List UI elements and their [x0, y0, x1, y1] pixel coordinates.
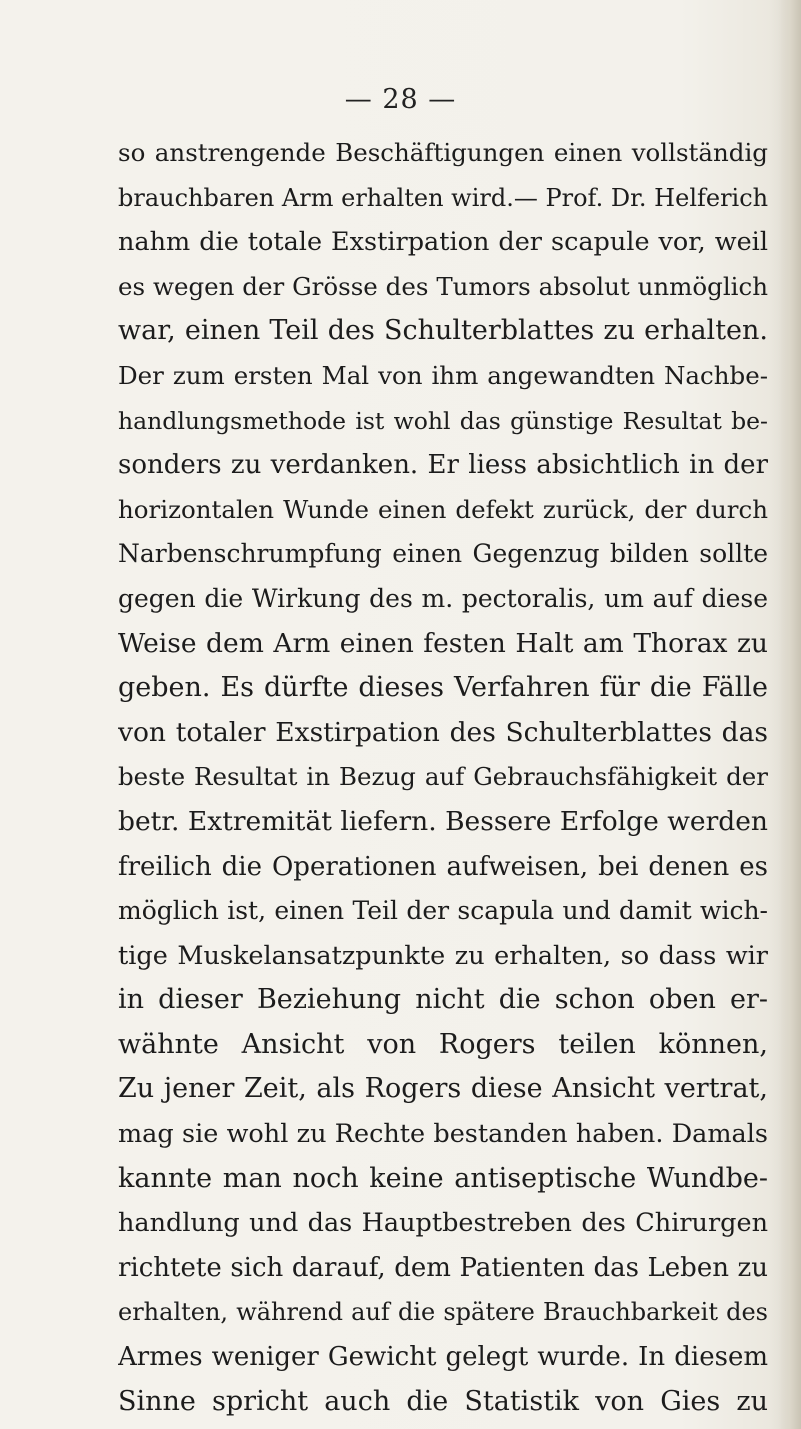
text-line: Narbenschrumpfung einen Gegenzug bilden sollte: [118, 539, 768, 569]
text-line: kannte man noch keine antiseptische Wundbe-: [118, 1162, 768, 1194]
text-line: nahm die totale Exstirpation der scapule vor, weil: [118, 227, 768, 258]
text-line: Der zum ersten Mal von ihm angewandten Nachbe-: [118, 360, 768, 390]
text-line: Weise dem Arm einen festen Halt am Thorax zu: [118, 627, 768, 659]
text-line: richtete sich darauf, dem Patienten das Leben zu: [118, 1252, 768, 1283]
text-line: gegen die Wirkung des m. pectoralis, um auf diese: [118, 583, 768, 613]
text-line: mag sie wohl zu Rechte bestanden haben. Damals: [118, 1119, 768, 1150]
text-line: so anstrengende Beschäftigungen einen vollständig: [118, 138, 768, 167]
page-edge-shadow: [779, 0, 801, 1429]
text-line: es wegen der Grösse des Tumors absolut unmöglich: [118, 271, 768, 301]
text-line: geben. Es dürfte dieses Verfahren für die Fälle: [118, 672, 768, 704]
text-line: von totaler Exstirpation des Schulterblattes das: [118, 716, 768, 748]
text-line: beste Resultat in Bezug auf Gebrauchsfähigkeit der: [118, 762, 768, 792]
text-line: horizontalen Wunde einen defekt zurück, der durch: [118, 494, 768, 524]
text-line: freilich die Operationen aufweisen, bei denen es: [118, 851, 768, 882]
body-text: [118, 131, 768, 1424]
text-line: war, einen Teil des Schulterblattes zu erhalten.: [118, 315, 768, 347]
text-line: erhalten, während auf die spätere Brauchbarkeit des: [118, 1298, 768, 1327]
text-line: betr. Extremität liefern. Bessere Erfolge werden: [118, 805, 768, 837]
text-line: brauchbaren Arm erhalten wird.— Prof. Dr. Helferich: [118, 183, 768, 212]
text-line: in dieser Beziehung nicht die schon oben er-: [118, 984, 768, 1016]
text-line: sonders zu verdanken. Er liess absichtlich in der: [118, 450, 768, 481]
text-line: wähnte Ansicht von Rogers teilen können,: [118, 1028, 768, 1060]
text-line: möglich ist, einen Teil der scapula und damit wich-: [118, 896, 768, 926]
page-number: — 28 —: [344, 84, 457, 115]
text-line: Armes weniger Gewicht gelegt wurde. In diesem: [118, 1342, 768, 1373]
text-line: Sinne spricht auch die Statistik von Gies zu: [118, 1385, 768, 1417]
text-line: Zu jener Zeit, als Rogers diese Ansicht vertrat,: [118, 1073, 768, 1105]
text-line: handlung und das Hauptbestreben des Chirurgen: [118, 1208, 768, 1239]
text-line: handlungsmethode ist wohl das günstige Resultat be-: [118, 406, 768, 435]
text-line: tige Muskelansatzpunkte zu erhalten, so dass wir: [118, 940, 768, 971]
